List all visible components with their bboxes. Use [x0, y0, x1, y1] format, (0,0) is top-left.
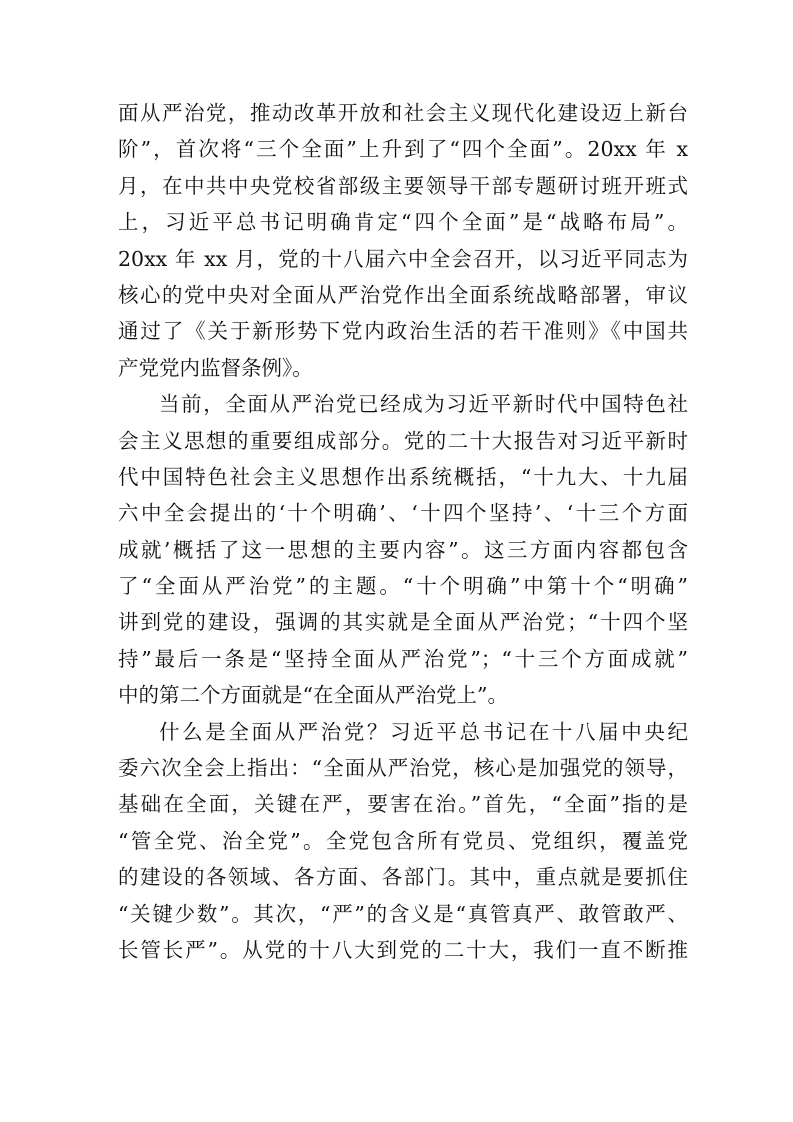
text-line: 20xx 年 xx 月，党的十八届六中全会召开，以习近平同志为 — [118, 246, 688, 271]
text-line: 面从严治党，推动改革开放和社会主义现代化建设迈上新台 — [118, 101, 688, 125]
text-line: 通过了《关于新形势下党内政治生活的若干准则》《中国共 — [118, 319, 688, 344]
text-line: “管全党、治全党”。全党包含所有党员、党组织，覆盖党 — [118, 828, 688, 853]
text-line: 委六次全会上指出：“全面从严治党，核心是加强党的领导， — [118, 756, 688, 781]
body-text — [118, 95, 688, 968]
text-line: 基础在全面，关键在严，要害在治。”首先，“全面”指的是 — [118, 792, 688, 817]
text-line: 六中全会提出的‘十个明确’、‘十四个坚持’、‘十三个方面 — [118, 501, 688, 526]
paragraph-first-line: 当前，全面从严治党已经成为习近平新时代中国特色社 — [159, 392, 688, 417]
text-line: 讲到党的建设，强调的其实就是全面从严治党；“十四个坚 — [118, 610, 688, 635]
text-line: 了“全面从严治党”的主题。“十个明确”中第十个“明确” — [118, 574, 688, 599]
text-line: 代中国特色社会主义思想作出系统概括，“十九大、十九届 — [118, 464, 688, 489]
text-line: 核心的党中央对全面从严治党作出全面系统战略部署，审议 — [118, 282, 688, 307]
text-line: 成就’概括了这一思想的主要内容”。这三方面内容都包含 — [118, 537, 688, 562]
text-line: 持”最后一条是“坚持全面从严治党”；“十三个方面成就” — [118, 646, 688, 671]
text-line: 长管长严”。从党的十八大到党的二十大，我们一直不断推 — [118, 937, 688, 962]
paragraph-first-line: 什么是全面从严治党？习近平总书记在十八届中央纪 — [159, 719, 688, 744]
text-line: 月，在中共中央党校省部级主要领导干部专题研讨班开班式 — [118, 173, 688, 198]
text-line: 会主义思想的重要组成部分。党的二十大报告对习近平新时 — [118, 428, 688, 453]
text-line: “关键少数”。其次，“严”的含义是“真管真严、敢管敢严、 — [118, 901, 688, 926]
text-line: 上，习近平总书记明确肯定“四个全面”是“战略布局”。 — [118, 210, 688, 235]
text-line: 中的第二个方面就是“在全面从严治党上”。 — [118, 683, 508, 708]
text-line: 产党党内监督条例》。 — [118, 355, 313, 380]
text-line: 的建设的各领域、各方面、各部门。其中，重点就是要抓住 — [118, 865, 688, 890]
text-line: 阶”，首次将“三个全面”上升到了“四个全面”。20xx 年 x — [118, 137, 688, 162]
